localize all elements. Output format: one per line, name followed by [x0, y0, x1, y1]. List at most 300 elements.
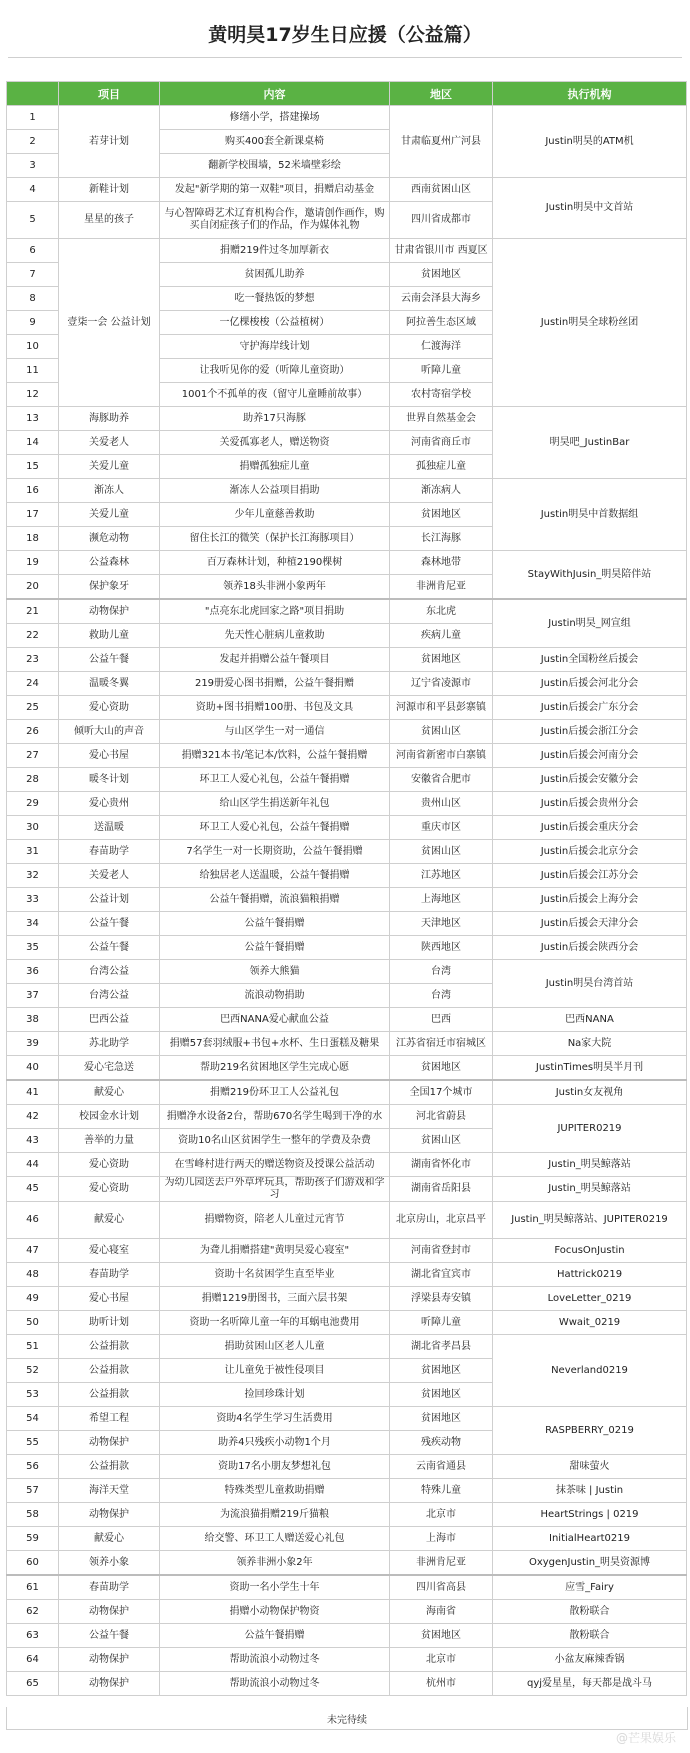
row-number: 55	[7, 1431, 59, 1455]
row-number: 24	[7, 672, 59, 696]
project-cell: 爱心资助	[59, 1153, 160, 1177]
org-cell: Justin明昊的ATM机	[493, 106, 687, 178]
table-row	[7, 696, 687, 720]
org-cell: Justin后援会上海分会	[493, 888, 687, 912]
org-cell: Hattrick0219	[493, 1263, 687, 1287]
content-cell: 7名学生一对一长期资助，公益午餐捐赠	[160, 840, 390, 864]
page-title: 黄明昊17岁生日应援（公益篇）	[208, 23, 482, 46]
region-cell: 湖南省岳阳县	[390, 1177, 493, 1202]
content-cell: 捐赠物资，陪老人儿童过元宵节	[160, 1202, 390, 1239]
region-cell: 残疾动物	[390, 1431, 493, 1455]
table-row	[7, 840, 687, 864]
org-cell: Justin后援会天津分会	[493, 912, 687, 936]
title-divider	[8, 57, 682, 58]
table-row	[7, 1008, 687, 1032]
content-cell: 捐赠57套羽绒服+书包+水杯、生日蛋糕及糖果	[160, 1032, 390, 1056]
table-row	[7, 1600, 687, 1624]
content-cell: 资助10名山区贫困学生一整年的学费及杂费	[160, 1129, 390, 1153]
content-cell: 资助+图书捐赠100册、书包及文具	[160, 696, 390, 720]
region-cell: 贫困山区	[390, 840, 493, 864]
project-cell: 动物保护	[59, 1672, 160, 1696]
project-cell: 爱心资助	[59, 1177, 160, 1202]
project-cell: 领养小象	[59, 1551, 160, 1576]
row-number: 10	[7, 335, 59, 359]
region-cell: 四川省成都市	[390, 202, 493, 239]
region-cell: 巴西	[390, 1008, 493, 1032]
row-number: 58	[7, 1503, 59, 1527]
row-number: 30	[7, 816, 59, 840]
content-cell: 环卫工人爱心礼包，公益午餐捐赠	[160, 816, 390, 840]
project-cell: 关爱儿童	[59, 455, 160, 479]
content-cell: 与心智障碍艺术辽育机构合作，邀请创作画作，购买自闭症孩子们的作品，作为媒体礼物	[160, 202, 390, 239]
content-cell: 帮助流浪小动物过冬	[160, 1648, 390, 1672]
project-cell: 动物保护	[59, 1600, 160, 1624]
region-cell: 天津地区	[390, 912, 493, 936]
region-cell: 听障儿童	[390, 359, 493, 383]
project-cell: 倾听大山的声音	[59, 720, 160, 744]
region-cell: 河南省新密市白寨镇	[390, 744, 493, 768]
project-cell: 公益捐款	[59, 1383, 160, 1407]
project-cell: 若芽计划	[59, 106, 160, 178]
content-cell: 资助一名听障儿童一年的耳蜗电池费用	[160, 1311, 390, 1335]
row-number: 7	[7, 263, 59, 287]
table-row	[7, 720, 687, 744]
region-cell: 孤独症儿童	[390, 455, 493, 479]
region-cell: 杭州市	[390, 1672, 493, 1696]
table-row	[7, 1455, 687, 1479]
content-cell: 捐赠1219册图书，三面六层书架	[160, 1287, 390, 1311]
content-cell: 帮助219名贫困地区学生完成心愿	[160, 1056, 390, 1081]
project-cell: 春苗助学	[59, 1263, 160, 1287]
row-number: 28	[7, 768, 59, 792]
row-number: 53	[7, 1383, 59, 1407]
project-cell: 关爱老人	[59, 431, 160, 455]
org-cell: Justin后援会重庆分会	[493, 816, 687, 840]
region-cell: 贵州山区	[390, 792, 493, 816]
content-cell: 助养17只海豚	[160, 407, 390, 431]
content-cell: 捐赠孤独症儿童	[160, 455, 390, 479]
table-row	[7, 1080, 687, 1105]
org-cell: JUPITER0219	[493, 1105, 687, 1153]
content-cell: 资助一名小学生十年	[160, 1575, 390, 1600]
content-cell: 吃一餐热饭的梦想	[160, 287, 390, 311]
project-cell: 关爱老人	[59, 864, 160, 888]
region-cell: 台湾	[390, 984, 493, 1008]
table-row	[7, 1407, 687, 1431]
project-cell: 爱心宅急送	[59, 1056, 160, 1081]
table-row	[7, 1032, 687, 1056]
table-row	[7, 912, 687, 936]
org-cell: Justin明昊全球粉丝团	[493, 239, 687, 407]
project-cell: 公益捐款	[59, 1359, 160, 1383]
region-cell: 河源市和平县彭寨镇	[390, 696, 493, 720]
content-cell: 为聋儿捐赠搭建"黄明昊爱心寝室"	[160, 1239, 390, 1263]
region-cell: 贫困地区	[390, 648, 493, 672]
row-number: 16	[7, 479, 59, 503]
region-cell: 长江海豚	[390, 527, 493, 551]
table-row	[7, 1335, 687, 1359]
region-cell: 全国17个城市	[390, 1080, 493, 1105]
org-cell: 散粉联合	[493, 1624, 687, 1648]
row-number: 31	[7, 840, 59, 864]
row-number: 35	[7, 936, 59, 960]
content-cell: 给交警、环卫工人赠送爱心礼包	[160, 1527, 390, 1551]
region-cell: 上海地区	[390, 888, 493, 912]
project-cell: 爱心贵州	[59, 792, 160, 816]
project-cell: 公益午餐	[59, 648, 160, 672]
table-row	[7, 1287, 687, 1311]
project-cell: 公益捐款	[59, 1335, 160, 1359]
row-number: 57	[7, 1479, 59, 1503]
row-number: 45	[7, 1177, 59, 1202]
row-number: 43	[7, 1129, 59, 1153]
header-number	[7, 82, 59, 106]
org-cell: OxygenJustin_明昊资源博	[493, 1551, 687, 1576]
table-row	[7, 479, 687, 503]
region-cell: 湖北省宜宾市	[390, 1263, 493, 1287]
row-number: 61	[7, 1575, 59, 1600]
row-number: 2	[7, 130, 59, 154]
content-cell: 捐助贫困山区老人儿童	[160, 1335, 390, 1359]
row-number: 27	[7, 744, 59, 768]
row-number: 9	[7, 311, 59, 335]
region-cell: 北京市	[390, 1648, 493, 1672]
region-cell: 江苏省宿迁市宿城区	[390, 1032, 493, 1056]
org-cell: Neverland0219	[493, 1335, 687, 1407]
content-cell: 捐赠321本书/笔记本/饮料，公益午餐捐赠	[160, 744, 390, 768]
project-cell: 善举的力量	[59, 1129, 160, 1153]
row-number: 21	[7, 599, 59, 624]
table-row	[7, 888, 687, 912]
content-cell: 环卫工人爱心礼包，公益午餐捐赠	[160, 768, 390, 792]
project-cell: 爱心寝室	[59, 1239, 160, 1263]
region-cell: 海南省	[390, 1600, 493, 1624]
row-number: 59	[7, 1527, 59, 1551]
content-cell: 特殊类型儿童救助捐赠	[160, 1479, 390, 1503]
project-cell: 公益午餐	[59, 1624, 160, 1648]
region-cell: 听障儿童	[390, 1311, 493, 1335]
row-number: 15	[7, 455, 59, 479]
table-row	[7, 1153, 687, 1177]
content-cell: 关爱孤寡老人，赠送物资	[160, 431, 390, 455]
project-cell: 保护象牙	[59, 575, 160, 600]
project-cell: 献爱心	[59, 1080, 160, 1105]
region-cell: 北京房山，北京昌平	[390, 1202, 493, 1239]
region-cell: 非洲肯尼亚	[390, 1551, 493, 1576]
region-cell: 森林地带	[390, 551, 493, 575]
project-cell: 关爱儿童	[59, 503, 160, 527]
project-cell: 苏北助学	[59, 1032, 160, 1056]
region-cell: 北京市	[390, 1503, 493, 1527]
content-cell: 领养18头非洲小象两年	[160, 575, 390, 600]
content-cell: 219册爱心图书捐赠，公益午餐捐赠	[160, 672, 390, 696]
content-cell: 让我听见你的爱（听障儿童资助）	[160, 359, 390, 383]
org-cell: 明昊吧_JustinBar	[493, 407, 687, 479]
row-number: 54	[7, 1407, 59, 1431]
org-cell: 甜味萤火	[493, 1455, 687, 1479]
org-cell: StayWithJusin_明昊陪伴站	[493, 551, 687, 600]
project-cell: 新鞋计划	[59, 178, 160, 202]
content-cell: 少年儿童慈善救助	[160, 503, 390, 527]
content-cell: 在雪峰村进行两天的赠送物资及授课公益活动	[160, 1153, 390, 1177]
table-row	[7, 936, 687, 960]
table-row	[7, 1239, 687, 1263]
org-cell: Justin明昊台湾首站	[493, 960, 687, 1008]
table-row	[7, 1105, 687, 1129]
region-cell: 云南省通县	[390, 1455, 493, 1479]
content-cell: 领养非洲小象2年	[160, 1551, 390, 1576]
project-cell: 校园金水计划	[59, 1105, 160, 1129]
region-cell: 重庆市区	[390, 816, 493, 840]
content-cell: 流浪动物捐助	[160, 984, 390, 1008]
region-cell: 世界自然基金会	[390, 407, 493, 431]
region-cell: 辽宁省凌源市	[390, 672, 493, 696]
row-number: 65	[7, 1672, 59, 1696]
org-cell: Justin后援会江苏分会	[493, 864, 687, 888]
org-cell: Justin后援会广东分会	[493, 696, 687, 720]
project-cell: 献爱心	[59, 1527, 160, 1551]
project-cell: 献爱心	[59, 1202, 160, 1239]
row-number: 48	[7, 1263, 59, 1287]
row-number: 40	[7, 1056, 59, 1081]
row-number: 44	[7, 1153, 59, 1177]
row-number: 4	[7, 178, 59, 202]
table-row	[7, 672, 687, 696]
content-cell: 1001个不孤单的夜（留守儿童睡前故事）	[160, 383, 390, 407]
content-cell: "点亮东北虎回家之路"项目捐助	[160, 599, 390, 624]
project-cell: 动物保护	[59, 599, 160, 624]
org-cell: FocusOnJustin	[493, 1239, 687, 1263]
table-row	[7, 599, 687, 624]
content-cell: 为幼儿园送去户外草坪玩具，帮助孩子们游戏和学习	[160, 1177, 390, 1202]
row-number: 17	[7, 503, 59, 527]
org-cell: 抹茶味 | Justin	[493, 1479, 687, 1503]
project-cell: 温暖冬翼	[59, 672, 160, 696]
table-row	[7, 239, 687, 263]
content-cell: 留住长江的微笑（保护长江海豚项目）	[160, 527, 390, 551]
content-cell: 助养4只残疾小动物1个月	[160, 1431, 390, 1455]
row-number: 47	[7, 1239, 59, 1263]
header-content: 内容	[160, 82, 390, 106]
region-cell: 陕西地区	[390, 936, 493, 960]
row-number: 37	[7, 984, 59, 1008]
region-cell: 安徽省合肥市	[390, 768, 493, 792]
table-row	[7, 1672, 687, 1696]
table-row	[7, 178, 687, 202]
row-number: 60	[7, 1551, 59, 1576]
header-org: 执行机构	[493, 82, 687, 106]
content-cell: 领养大熊猫	[160, 960, 390, 984]
row-number: 25	[7, 696, 59, 720]
project-cell: 公益午餐	[59, 912, 160, 936]
region-cell: 贫困山区	[390, 1129, 493, 1153]
row-number: 19	[7, 551, 59, 575]
row-number: 51	[7, 1335, 59, 1359]
row-number: 38	[7, 1008, 59, 1032]
content-cell: 资助4名学生学习生活费用	[160, 1407, 390, 1431]
content-cell: 翻新学校围墙，52米墙壁彩绘	[160, 154, 390, 178]
project-cell: 爱心书屋	[59, 744, 160, 768]
org-cell: Justin后援会河南分会	[493, 744, 687, 768]
org-cell: Justin后援会北京分会	[493, 840, 687, 864]
org-cell: 小盆友麻辣香锅	[493, 1648, 687, 1672]
row-number: 13	[7, 407, 59, 431]
org-cell: Wwait_0219	[493, 1311, 687, 1335]
content-cell: 捐赠小动物保护物资	[160, 1600, 390, 1624]
region-cell: 东北虎	[390, 599, 493, 624]
table-row	[7, 1527, 687, 1551]
org-cell: 应雪_Fairy	[493, 1575, 687, 1600]
region-cell: 湖北省孝昌县	[390, 1335, 493, 1359]
content-cell: 百万森林计划，种植2190棵树	[160, 551, 390, 575]
org-cell: Justin_明昊鲸落站	[493, 1177, 687, 1202]
project-cell: 助听计划	[59, 1311, 160, 1335]
content-cell: 巴西NANA爱心献血公益	[160, 1008, 390, 1032]
region-cell: 仁渡海洋	[390, 335, 493, 359]
region-cell: 贫困地区	[390, 503, 493, 527]
row-number: 42	[7, 1105, 59, 1129]
org-cell: Justin明昊中首数据组	[493, 479, 687, 551]
region-cell: 贫困地区	[390, 1624, 493, 1648]
project-cell: 救助儿童	[59, 624, 160, 648]
content-cell: 资助十名贫困学生直至毕业	[160, 1263, 390, 1287]
row-number: 12	[7, 383, 59, 407]
content-cell: 公益午餐捐赠	[160, 1624, 390, 1648]
region-cell: 云南会泽县大海乡	[390, 287, 493, 311]
table-row	[7, 1648, 687, 1672]
org-cell: Na家大院	[493, 1032, 687, 1056]
row-number: 3	[7, 154, 59, 178]
table-row	[7, 960, 687, 984]
content-cell: 给山区学生捐送新年礼包	[160, 792, 390, 816]
table-row	[7, 1263, 687, 1287]
content-cell: 购买400套全新课桌椅	[160, 130, 390, 154]
project-cell: 希望工程	[59, 1407, 160, 1431]
project-cell: 海洋天堂	[59, 1479, 160, 1503]
content-cell: 公益午餐捐赠，流浪猫粮捐赠	[160, 888, 390, 912]
content-cell: 修缮小学，搭建操场	[160, 106, 390, 130]
region-cell: 江苏地区	[390, 864, 493, 888]
org-cell: Justin后援会安徽分会	[493, 768, 687, 792]
project-cell: 濒危动物	[59, 527, 160, 551]
table-row	[7, 744, 687, 768]
org-cell: Justin_明昊鲸落站、JUPITER0219	[493, 1202, 687, 1239]
region-cell: 上海市	[390, 1527, 493, 1551]
row-number: 49	[7, 1287, 59, 1311]
region-cell: 阿拉善生态区域	[390, 311, 493, 335]
project-cell: 公益计划	[59, 888, 160, 912]
table-row	[7, 816, 687, 840]
watermark: @芒果娱乐	[615, 1731, 676, 1745]
table-row	[7, 648, 687, 672]
table-row	[7, 768, 687, 792]
project-cell: 壹柒一会 公益计划	[59, 239, 160, 407]
charity-table	[6, 81, 687, 1696]
org-cell: Justin明昊_网宣组	[493, 599, 687, 648]
org-cell: Justin明昊中文首站	[493, 178, 687, 239]
project-cell: 巴西公益	[59, 1008, 160, 1032]
org-cell: Justin_明昊鲸落站	[493, 1153, 687, 1177]
row-number: 5	[7, 202, 59, 239]
row-number: 64	[7, 1648, 59, 1672]
content-cell: 捐赠净水设备2台，帮助670名学生喝到干净的水	[160, 1105, 390, 1129]
row-number: 41	[7, 1080, 59, 1105]
row-number: 26	[7, 720, 59, 744]
region-cell: 甘肃省银川市 西夏区	[390, 239, 493, 263]
region-cell: 贫困地区	[390, 1383, 493, 1407]
project-cell: 台湾公益	[59, 960, 160, 984]
region-cell: 四川省高县	[390, 1575, 493, 1600]
org-cell: RASPBERRY_0219	[493, 1407, 687, 1455]
row-number: 11	[7, 359, 59, 383]
row-number: 46	[7, 1202, 59, 1239]
row-number: 62	[7, 1600, 59, 1624]
project-cell: 爱心书屋	[59, 1287, 160, 1311]
org-cell: Justin女友视角	[493, 1080, 687, 1105]
region-cell: 贫困地区	[390, 263, 493, 287]
table-row	[7, 1177, 687, 1202]
table-row	[7, 1624, 687, 1648]
region-cell: 河北省蔚县	[390, 1105, 493, 1129]
table-row	[7, 1479, 687, 1503]
region-cell: 贫困地区	[390, 1359, 493, 1383]
content-cell: 为流浪猫捐赠219斤猫粮	[160, 1503, 390, 1527]
content-cell: 捡回珍珠计划	[160, 1383, 390, 1407]
row-number: 23	[7, 648, 59, 672]
org-cell: Justin后援会陕西分会	[493, 936, 687, 960]
org-cell: Justin后援会浙江分会	[493, 720, 687, 744]
org-cell: JustinTimes明昊半月刊	[493, 1056, 687, 1081]
project-cell: 星星的孩子	[59, 202, 160, 239]
project-cell: 渐冻人	[59, 479, 160, 503]
content-cell: 与山区学生一对一通信	[160, 720, 390, 744]
project-cell: 动物保护	[59, 1431, 160, 1455]
region-cell: 河南省商丘市	[390, 431, 493, 455]
row-number: 39	[7, 1032, 59, 1056]
region-cell: 农村寄宿学校	[390, 383, 493, 407]
org-cell: HeartStrings | 0219	[493, 1503, 687, 1527]
org-cell: qyj爱星星，每天都是战斗马	[493, 1672, 687, 1696]
region-cell: 西南贫困山区	[390, 178, 493, 202]
region-cell: 台湾	[390, 960, 493, 984]
project-cell: 动物保护	[59, 1503, 160, 1527]
project-cell: 海豚助养	[59, 407, 160, 431]
content-cell: 先天性心脏病儿童救助	[160, 624, 390, 648]
project-cell: 送温暖	[59, 816, 160, 840]
region-cell: 疾病儿童	[390, 624, 493, 648]
table-row	[7, 864, 687, 888]
project-cell: 春苗助学	[59, 1575, 160, 1600]
org-cell: 散粉联合	[493, 1600, 687, 1624]
content-cell: 给独居老人送温暖，公益午餐捐赠	[160, 864, 390, 888]
content-cell: 捐赠219份环卫工人公益礼包	[160, 1080, 390, 1105]
table-row	[7, 106, 687, 130]
row-number: 20	[7, 575, 59, 600]
table-row	[7, 1202, 687, 1239]
region-cell: 贫困地区	[390, 1407, 493, 1431]
row-number: 8	[7, 287, 59, 311]
row-number: 1	[7, 106, 59, 130]
row-number: 63	[7, 1624, 59, 1648]
region-cell: 渐冻病人	[390, 479, 493, 503]
project-cell: 公益捐款	[59, 1455, 160, 1479]
content-cell: 守护海岸线计划	[160, 335, 390, 359]
table-header-row	[7, 82, 687, 106]
org-cell: InitialHeart0219	[493, 1527, 687, 1551]
content-cell: 一亿棵梭梭（公益植树）	[160, 311, 390, 335]
project-cell: 公益午餐	[59, 936, 160, 960]
region-cell: 贫困地区	[390, 1056, 493, 1081]
